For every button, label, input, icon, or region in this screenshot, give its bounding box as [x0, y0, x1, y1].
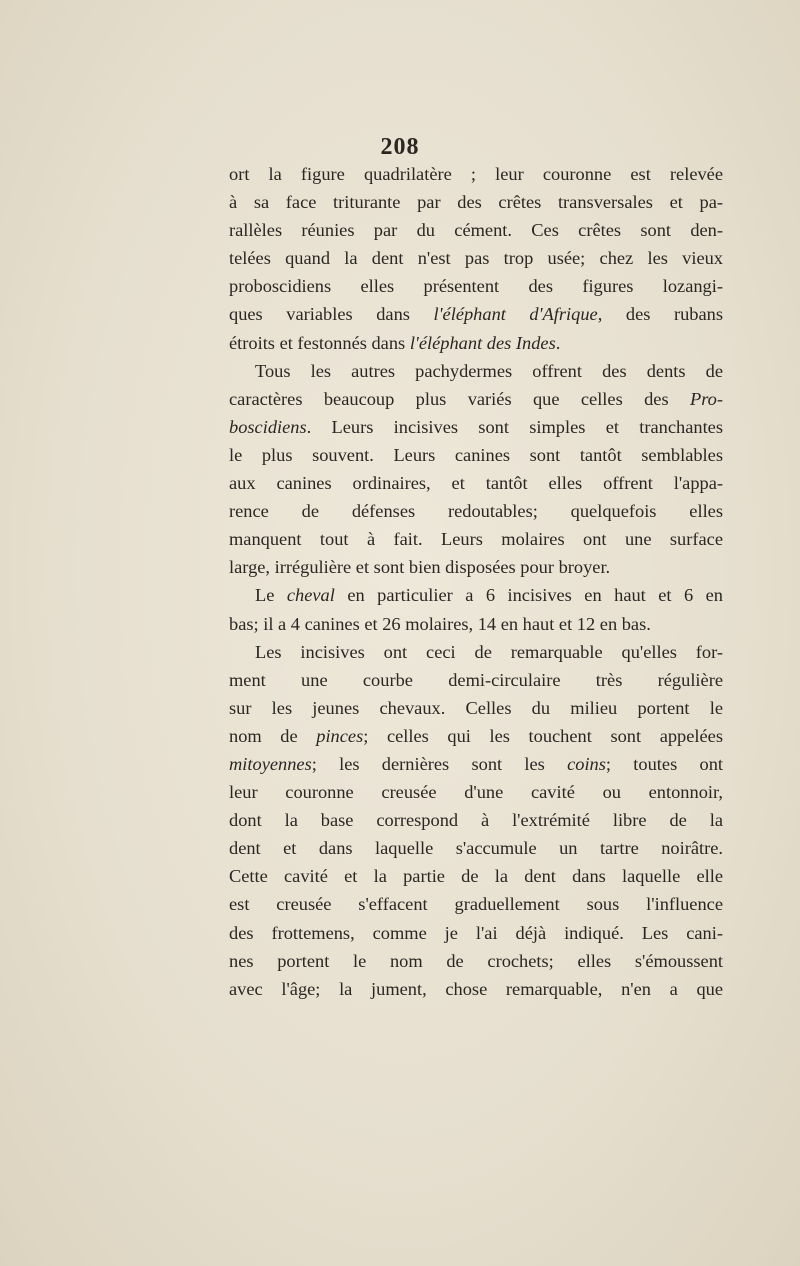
text-segment: nes portent le nom de crochets; elles s'émoussent — [229, 950, 723, 971]
text-line — [229, 666, 723, 694]
text-segment: . — [555, 332, 561, 353]
text-segment: bas; il a 4 canines et 26 molaires, 14 en haut et 12 en bas. — [229, 613, 651, 634]
page-number: 208 — [380, 134, 420, 160]
text-segment: nom de — [229, 725, 317, 746]
text-segment: rence de défenses redoutables; quelquefois elles — [229, 501, 723, 522]
text-segment: Les incisives ont ceci de remarquable qu'elles for- — [255, 641, 723, 662]
text-line — [229, 834, 723, 862]
text-line — [229, 722, 723, 750]
text-segment: rallèles réunies par du cément. Ces crêtes sont den- — [229, 220, 723, 241]
italic-text: mitoyennes — [229, 753, 312, 774]
italic-text: l'éléphant des Indes — [409, 332, 556, 353]
italic-text: coins — [567, 753, 606, 774]
text-segment: dont la base correspond à l'extrémité libre de la — [229, 810, 723, 831]
text-line — [229, 188, 723, 216]
text-segment: est creusée s'effacent graduellement sous l'influence — [229, 894, 723, 915]
text-segment: ort la figure quadrilatère ; leur couronne est relevée — [229, 164, 723, 184]
text-line — [229, 806, 723, 834]
text-segment: ment une courbe demi-circulaire très régulière — [229, 669, 723, 690]
text-segment: leur couronne creusée d'une cavité ou entonnoir, — [229, 782, 723, 803]
text-line — [229, 862, 723, 890]
text-line — [229, 890, 723, 918]
text-line — [229, 244, 723, 272]
text-segment: en particulier a 6 incisives en haut et 6 en — [334, 585, 724, 606]
text-segment: ; toutes ont — [605, 753, 723, 774]
text-segment: ques variables dans — [229, 304, 434, 325]
text-line — [229, 385, 723, 413]
text-segment: le plus souvent. Leurs canines sont tantôt semblables — [229, 444, 723, 465]
text-segment: telées quand la dent n'est pas trop usée; chez les vieux — [229, 248, 723, 269]
text-line — [229, 525, 723, 553]
text-line — [229, 272, 723, 300]
italic-text: boscidiens — [229, 416, 307, 437]
text-line — [229, 553, 723, 581]
body-text — [229, 160, 723, 1003]
text-line — [229, 638, 723, 666]
text-line — [229, 610, 723, 638]
italic-text: cheval — [286, 585, 335, 606]
text-segment: Cette cavité et la partie de la dent dans laquelle elle — [229, 866, 723, 887]
text-line — [229, 975, 723, 1003]
text-line — [229, 441, 723, 469]
text-line — [229, 694, 723, 722]
text-line — [229, 919, 723, 947]
italic-text: l'éléphant d'Afrique — [433, 304, 598, 325]
text-segment: , des rubans — [597, 304, 724, 325]
text-segment: manquent tout à fait. Leurs molaires ont une surface — [229, 529, 723, 550]
text-line — [229, 581, 723, 609]
text-segment: ; les dernières sont les — [311, 753, 568, 774]
text-line — [229, 300, 723, 328]
text-segment: proboscidiens elles présentent des figures lozangi- — [229, 276, 723, 297]
text-segment: des frottemens, comme je l'ai déjà indiqué. Les cani- — [229, 922, 723, 943]
text-line — [229, 413, 723, 441]
text-segment: large, irrégulière et sont bien disposées pour broyer. — [229, 557, 611, 578]
text-line — [229, 329, 723, 357]
text-segment: caractères beaucoup plus variés que celles des — [229, 388, 690, 409]
text-segment: étroits et festonnés dans — [229, 332, 410, 353]
text-line — [229, 947, 723, 975]
italic-text: Pro- — [689, 388, 723, 409]
text-line — [229, 497, 723, 525]
text-line — [229, 469, 723, 497]
italic-text: pinces — [316, 725, 364, 746]
text-line — [229, 778, 723, 806]
text-segment: ; celles qui les touchent sont appelées — [363, 725, 724, 746]
text-segment: Tous les autres pachydermes offrent des dents de — [255, 360, 723, 381]
text-segment: . Leurs incisives sont simples et tranchantes — [306, 416, 723, 437]
text-segment: dent et dans laquelle s'accumule un tartre noirâtre. — [229, 838, 723, 859]
text-segment: aux canines ordinaires, et tantôt elles offrent l'appa- — [229, 473, 723, 494]
text-line — [229, 357, 723, 385]
text-segment: à sa face triturante par des crêtes transversales et pa- — [229, 192, 723, 213]
text-segment: Le — [255, 585, 287, 606]
text-line — [229, 750, 723, 778]
text-segment: avec l'âge; la jument, chose remarquable, n'en a que — [229, 978, 723, 999]
text-line — [229, 216, 723, 244]
text-segment: sur les jeunes chevaux. Celles du milieu portent le — [229, 697, 723, 718]
text-line — [229, 160, 723, 188]
